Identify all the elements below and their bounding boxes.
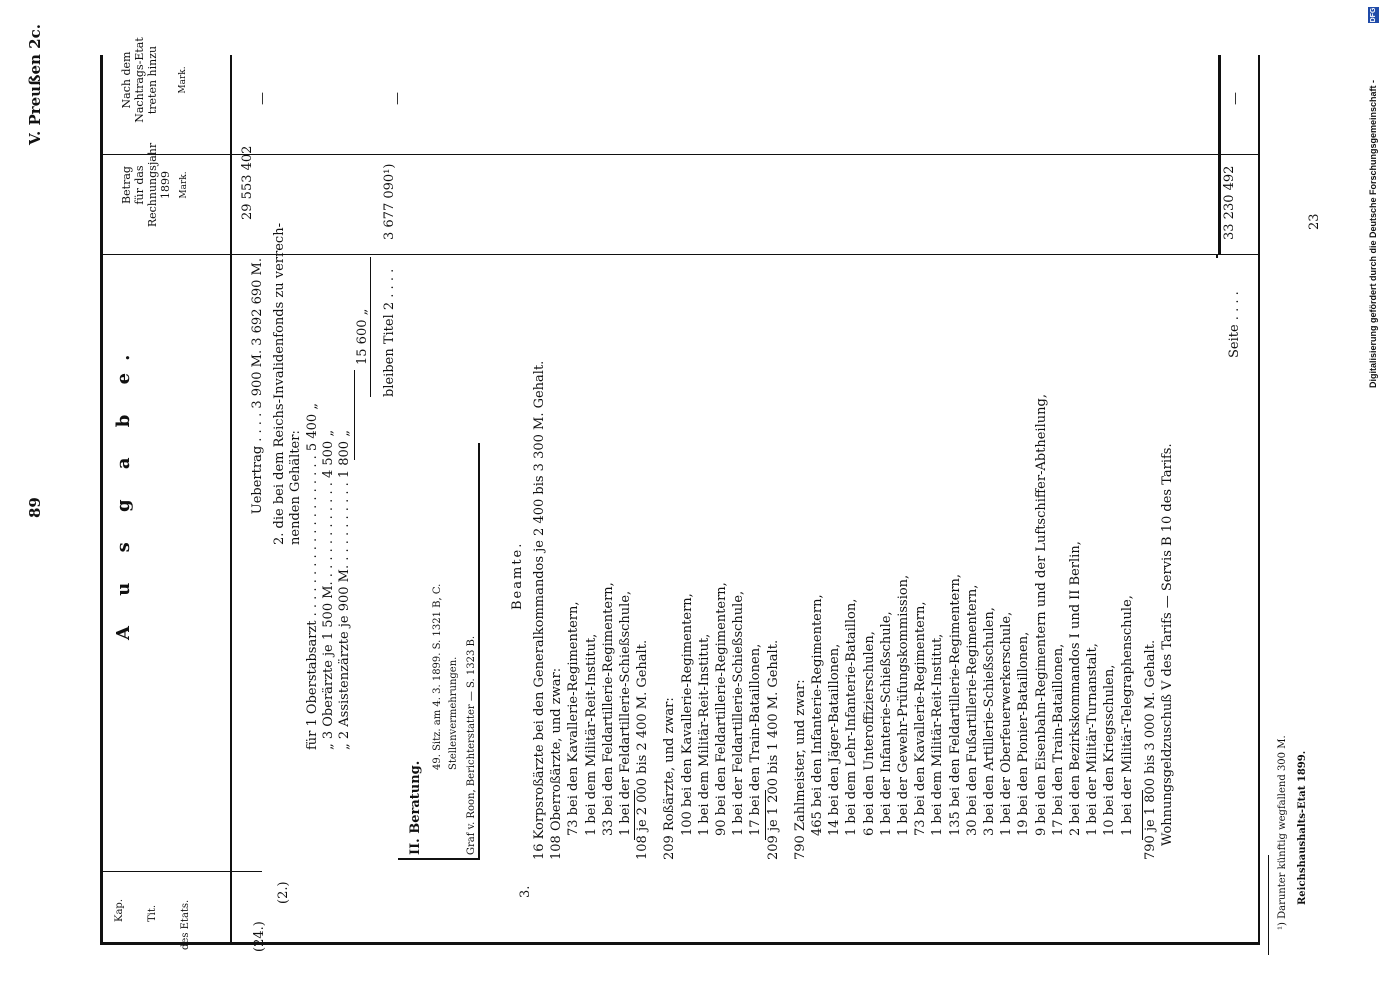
body-line: 19 bei den Pionier-Bataillonen,	[1016, 631, 1032, 836]
body-line: 14 bei den Jäger-Bataillonen,	[827, 643, 843, 836]
body-line: 1 bei der Militär-Turnanstalt,	[1085, 643, 1101, 836]
col-betrag-l1: Betrag	[120, 166, 133, 204]
col-mark1: Mark.	[179, 171, 189, 199]
seite-top-rule	[1218, 55, 1221, 255]
footnote-rule	[1268, 855, 1269, 955]
bleiben: bleiben Titel 2 . . . .	[382, 268, 397, 397]
col-divider-header	[100, 871, 230, 872]
sum-rule	[354, 370, 355, 460]
beratung-l1: 49. Sitz. am 4. 3. 1899. S. 1321 B, C.	[432, 583, 443, 770]
body-line: 1 bei dem Militär-Reit-Institut,	[930, 633, 946, 836]
body-line: 2 bei den Bezirkskommandos I und II Berlin,	[1068, 541, 1083, 836]
title: A u s g a b e.	[113, 342, 134, 640]
body-line: 1 bei dem Militär-Reit-Institut,	[583, 633, 599, 836]
col-nach-l3: treten hinzu	[146, 45, 159, 115]
footnote-l1: ¹) Darunter künftig wegfallend 300 M.	[1277, 735, 1288, 930]
dfg-logo: DFG	[1370, 7, 1377, 23]
left-rule	[100, 942, 1260, 945]
subtotal-rule	[1142, 790, 1143, 840]
page-number-bottom: 23	[1307, 213, 1322, 230]
col-mark2: Mark.	[178, 66, 188, 94]
bottom-rule	[1258, 55, 1260, 945]
body-line: 16 Korpsroßärzte bei den Generalkommandos je 2 400 bis 3 300 M. Gehalt.	[532, 360, 547, 860]
col-kap: Kap.	[114, 898, 125, 922]
dfg-text: Digitalisierung gefördert durch die Deutsche Forschungsgemeinschaft -	[1368, 79, 1378, 388]
col-tit: Tit.	[147, 904, 158, 922]
betrag-2: 3 677 090¹)	[382, 163, 397, 240]
seite-betrag: 33 230 492	[1222, 165, 1237, 240]
body-line: 108 Oberroßärzte, und zwar:	[549, 667, 565, 860]
col-nach-l2: Nachtrags-Etat	[133, 37, 146, 123]
body-line: 3 bei den Artillerie-Schießschulen,	[982, 607, 997, 836]
footnote-l2: Reichshaushalts-Etat 1899.	[1297, 750, 1308, 905]
body-line: 73 bei den Kavallerie-Regimentern,	[566, 601, 582, 836]
body-line: 209 je 1 200 bis 1 400 M. Gehalt.	[765, 639, 781, 860]
body-line: 73 bei den Kavallerie-Regimentern,	[913, 601, 929, 836]
body-line: Wohnungsgeldzuschuß V des Tarifs — Servis B 10 des Tarifs.	[1160, 443, 1175, 846]
body-line: 33 bei den Feldartillerie-Regimentern,	[600, 582, 616, 836]
body-line: 108 je 2 000 bis 2 400 M. Gehalt.	[635, 639, 651, 860]
body-line: 465 bei den Infanterie-Regimentern,	[810, 594, 825, 836]
item2-l5: „ 2 Assistenzärzte je 900 M. . . . . . . . . . . 1 800 „	[337, 430, 352, 750]
body-line: 1 bei der Feldartillerie-Schießschule,	[731, 590, 747, 836]
dfg-credit-rotated	[1368, 8, 1380, 998]
body-line: 1 bei dem Militär-Reit-Institut,	[696, 633, 712, 836]
body-line: 1 bei der Feldartillerie-Schießschule,	[618, 590, 633, 836]
dash-2: —	[390, 92, 405, 105]
body-line: 10 bei den Kriegsschulen,	[1102, 664, 1118, 836]
betrag-1: 29 553 402	[240, 145, 255, 220]
body-line: 1 bei dem Lehr-Infanterie-Bataillon,	[844, 598, 860, 836]
body-line: 30 bei den Fußartillerie-Regimentern,	[964, 584, 980, 836]
body-line: 209 Roßärzte, und zwar:	[662, 697, 678, 860]
col-divider-tit	[232, 871, 262, 872]
body-line: 135 bei den Feldartillerie-Regimentern,	[947, 573, 963, 836]
beratung-l2: Stellenvermehrungen.	[448, 656, 459, 770]
seite: Seite . . . .	[1227, 291, 1242, 358]
tit-entry: (2.)	[276, 881, 291, 904]
body-line: 17 bei den Train-Bataillonen,	[1050, 643, 1066, 836]
dash-1: —	[255, 92, 270, 105]
col-divider-nach	[100, 154, 1260, 155]
col-betrag-l4: 1899	[159, 171, 172, 199]
body-line: 1 bei der Militär-Telegraphenschule,	[1119, 595, 1135, 836]
seite-rule	[1216, 255, 1218, 258]
body-line: 790 je 1 800 bis 3 000 M. Gehalt.	[1142, 639, 1158, 860]
seite-dash: —	[1228, 92, 1243, 105]
item2-l1: 2. die bei dem Reichs-Invalidenfonds zu verrech-	[272, 223, 287, 545]
header-bottom-rule	[230, 55, 232, 945]
body-line: 1 bei der Infanterie-Schießschule,	[878, 611, 894, 836]
body-line: 1 bei der Oberfeuerwerkerschule,	[999, 611, 1015, 836]
sum-15600: 15 600 „	[355, 308, 370, 365]
top-rule	[100, 55, 103, 945]
col-nach-l1: Nach dem	[120, 51, 133, 109]
kap-entry: (24.)	[252, 921, 267, 952]
subtotal-rule	[765, 790, 766, 840]
item2-l3: für 1 Oberstabsarzt . . . . . . . . . . . . . . . . . . . . 5 400 „	[305, 402, 320, 750]
body-line: 90 bei den Feldartillerie-Regimentern,	[714, 582, 729, 836]
body-line: 9 bei den Eisenbahn-Regimentern und der Luftschiffer-Abtheilung,	[1033, 394, 1049, 836]
col-betrag-header	[120, 140, 191, 230]
beratung-title: II. Beratung.	[408, 760, 423, 855]
item2-l2: nenden Gehälter:	[288, 430, 303, 545]
body-line: 100 bei den Kavallerie-Regimentern,	[679, 593, 695, 836]
page-number-left: 89	[26, 497, 44, 518]
body-line: 1 bei der Gewehr-Prüfungskommission,	[896, 574, 911, 836]
col-des-etats: des Etats.	[180, 899, 191, 950]
col-betrag-l2: für das	[133, 165, 146, 205]
bleiben-rule	[370, 257, 371, 397]
body-line: 790 Zahlmeister, und zwar:	[792, 679, 808, 860]
body-line: 17 bei den Train-Bataillonen,	[748, 643, 764, 836]
item2-l4: „ 3 Oberärzte je 1 500 M. . . . . . . . . . . . . 4 500 „	[321, 429, 336, 750]
col-nach-header	[120, 35, 190, 125]
subtotal-rule	[634, 790, 635, 840]
uebertrag: Uebertrag . . . . 3 900 M. 3 692 690 M.	[250, 258, 265, 515]
dfg-credit	[1368, 8, 1380, 998]
col-betrag-l3: Rechnungsjahr	[146, 142, 159, 228]
tit3-entry: 3.	[518, 885, 533, 898]
beratung-l3: Graf v. Roon, Berichterstatter — S. 1323 B.	[466, 635, 477, 855]
beamte-heading: Beamte.	[510, 541, 525, 610]
body-line: 6 bei den Unteroffizierschulen,	[861, 631, 877, 836]
section-header: V. Preußen 2c.	[26, 24, 44, 145]
